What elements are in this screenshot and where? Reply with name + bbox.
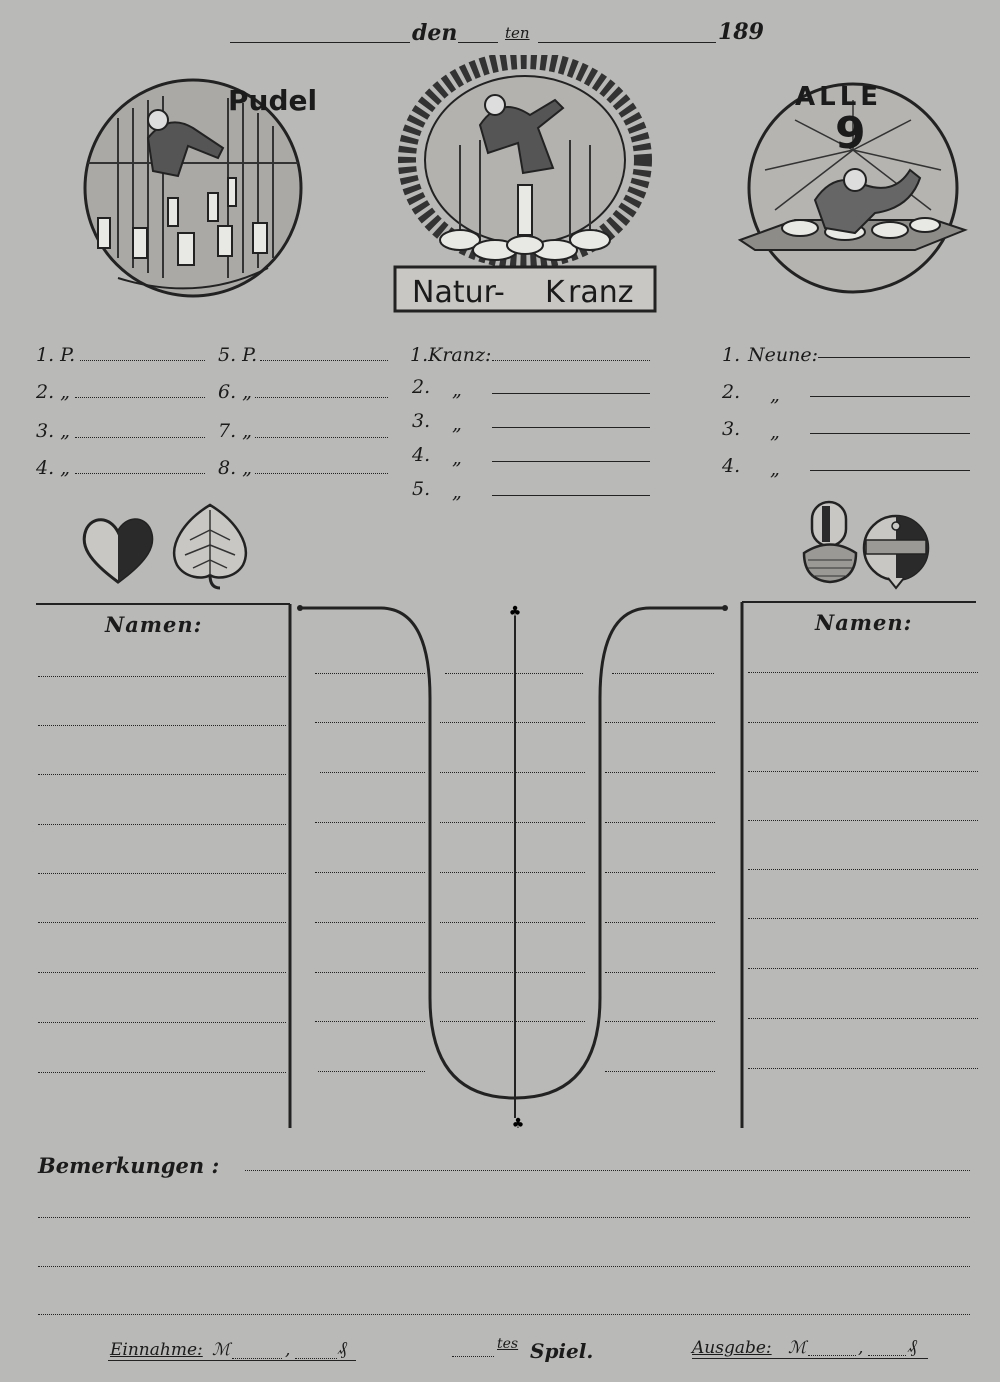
pudel-entry-line[interactable] [75, 397, 205, 398]
neune-item: 2. [722, 381, 741, 403]
year-label: 189 [718, 19, 764, 45]
name-entry-line[interactable] [748, 672, 978, 673]
spiel-number-field[interactable] [452, 1356, 494, 1357]
ausgabe-pfennig-field[interactable] [868, 1355, 906, 1356]
score-line[interactable] [320, 772, 425, 773]
kranz-entry-line[interactable] [492, 495, 650, 496]
pudel-entry-line[interactable] [255, 437, 388, 438]
name-entry-line[interactable] [38, 922, 286, 923]
kranz-item: 3. [412, 410, 431, 432]
ausgabe-underline [692, 1358, 928, 1359]
pudel-item: 2. „ [36, 381, 71, 403]
kranz-label-right: ranz [568, 275, 634, 310]
ausgabe-mark-field[interactable] [808, 1355, 856, 1356]
name-entry-line[interactable] [748, 1018, 978, 1019]
den-label: den [412, 20, 458, 46]
einnahme-comma: , [285, 1340, 291, 1360]
kranz-item: 2. [412, 376, 431, 398]
score-line[interactable] [318, 1071, 425, 1072]
bell-icon [860, 512, 932, 590]
names-right-heading: Namen: [815, 610, 913, 635]
pudel-emblem [78, 78, 318, 308]
score-line[interactable] [315, 1021, 425, 1022]
einnahme-label: Einnahme: [110, 1340, 203, 1360]
neune-first-label: Neune: [748, 344, 818, 366]
score-line[interactable] [315, 673, 425, 674]
einnahme-pfennig: ₰ [338, 1338, 347, 1359]
ausgabe-comma: , [858, 1338, 864, 1358]
name-entry-line[interactable] [748, 771, 978, 772]
kranz-entry-line[interactable] [492, 427, 650, 428]
pudel-item: 1. P. [36, 344, 76, 366]
score-line[interactable] [440, 972, 585, 973]
kranz-ditto: „ [452, 413, 462, 435]
name-entry-line[interactable] [748, 722, 978, 723]
ausgabe-label: Ausgabe: [692, 1338, 772, 1358]
score-line[interactable] [605, 922, 715, 923]
pudel-item: 3. „ [36, 420, 71, 442]
ten-label: ten [505, 24, 530, 42]
name-entry-line[interactable] [38, 774, 286, 775]
score-line[interactable] [315, 822, 425, 823]
score-line[interactable] [605, 822, 715, 823]
kranz-item: 4. [412, 444, 431, 466]
scoring-frame [0, 598, 1000, 1138]
einnahme-mark-field[interactable] [232, 1358, 282, 1359]
neune-entry-line[interactable] [810, 396, 970, 397]
pudel-entry-line[interactable] [80, 360, 205, 361]
ausgabe-mark: ℳ [788, 1338, 807, 1358]
neune-label-number: 9 [835, 108, 866, 159]
kranz-emblem [390, 55, 660, 320]
score-line[interactable] [612, 673, 714, 674]
neune-entry-line[interactable] [810, 433, 970, 434]
einnahme-underline [108, 1360, 356, 1361]
pudel-item: 6. „ [218, 381, 253, 403]
name-entry-line[interactable] [38, 873, 286, 874]
einnahme-mark: ℳ [212, 1340, 231, 1360]
score-line[interactable] [605, 972, 715, 973]
score-line[interactable] [315, 872, 425, 873]
name-entry-line[interactable] [38, 725, 286, 726]
score-line[interactable] [440, 822, 585, 823]
leaf-icon [165, 500, 255, 595]
kranz-item: 5. [412, 478, 431, 500]
score-line[interactable] [445, 673, 583, 674]
pudel-item: 8. „ [218, 457, 253, 479]
kranz-ditto: „ [452, 447, 462, 469]
pudel-item: 4. „ [36, 457, 71, 479]
names-left-heading: Namen: [105, 612, 203, 637]
kranz-entry-line[interactable] [492, 461, 650, 462]
neune-entry-line[interactable] [818, 357, 970, 358]
pudel-item: 7. „ [218, 420, 253, 442]
kranz-ditto: „ [452, 379, 462, 401]
name-entry-line[interactable] [748, 968, 978, 969]
neune-emblem [735, 80, 975, 300]
kranz-entry-line[interactable] [492, 360, 650, 361]
remarks-line[interactable] [245, 1170, 970, 1171]
score-line[interactable] [315, 922, 425, 923]
ausgabe-pfennig: ₰ [908, 1336, 917, 1357]
name-entry-line[interactable] [748, 918, 978, 919]
kranz-entry-line[interactable] [492, 393, 650, 394]
neune-entry-line[interactable] [810, 470, 970, 471]
name-entry-line[interactable] [748, 869, 978, 870]
score-line[interactable] [440, 922, 585, 923]
name-entry-line[interactable] [38, 1072, 286, 1073]
month-line [538, 42, 716, 43]
score-line[interactable] [440, 872, 585, 873]
pudel-label: Pudel [228, 84, 318, 117]
neune-item: 4. [722, 455, 741, 477]
pudel-entry-line[interactable] [255, 473, 388, 474]
pudel-entry-line[interactable] [75, 437, 205, 438]
kranz-item: 1.Kranz: [410, 344, 492, 366]
name-entry-line[interactable] [38, 1022, 286, 1023]
score-line[interactable] [605, 772, 715, 773]
name-entry-line[interactable] [38, 824, 286, 825]
spiel-label: Spiel. [530, 1339, 594, 1363]
name-entry-line[interactable] [748, 1068, 978, 1069]
remarks-label: Bemerkungen : [38, 1153, 220, 1178]
kranz-label-left: Natur- [412, 275, 505, 310]
neune-ditto: „ [770, 384, 780, 406]
acorn-icon [800, 498, 860, 588]
remarks-line[interactable] [38, 1217, 970, 1218]
svg-text:♣: ♣ [511, 1116, 525, 1132]
neune-ditto: „ [770, 458, 780, 480]
score-line[interactable] [605, 1021, 715, 1022]
score-line[interactable] [605, 872, 715, 873]
score-line[interactable] [605, 1071, 715, 1072]
pudel-entry-line[interactable] [75, 473, 205, 474]
day-line [230, 42, 410, 43]
kranz-label-k: K [545, 275, 565, 310]
name-entry-line[interactable] [38, 676, 286, 677]
score-line[interactable] [315, 722, 425, 723]
name-entry-line[interactable] [748, 820, 978, 821]
svg-text:♣: ♣ [508, 604, 522, 620]
remarks-line[interactable] [38, 1314, 970, 1315]
remarks-line[interactable] [38, 1266, 970, 1267]
neune-label-top: ALLE [795, 82, 883, 112]
name-entry-line[interactable] [38, 972, 286, 973]
score-line[interactable] [440, 1021, 585, 1022]
tes-label: tes [497, 1336, 519, 1352]
neune-item: 3. [722, 418, 741, 440]
heart-icon [78, 510, 158, 590]
einnahme-pfennig-field[interactable] [295, 1358, 337, 1359]
pudel-item: 5. P. [218, 344, 258, 366]
score-line[interactable] [440, 772, 585, 773]
pudel-entry-line[interactable] [260, 360, 388, 361]
neune-item: 1. [722, 344, 741, 366]
score-line[interactable] [440, 722, 585, 723]
neune-ditto: „ [770, 421, 780, 443]
pudel-entry-line[interactable] [255, 397, 388, 398]
score-line[interactable] [315, 972, 425, 973]
kranz-ditto: „ [452, 481, 462, 503]
score-line[interactable] [605, 722, 715, 723]
blank-line [458, 42, 498, 43]
